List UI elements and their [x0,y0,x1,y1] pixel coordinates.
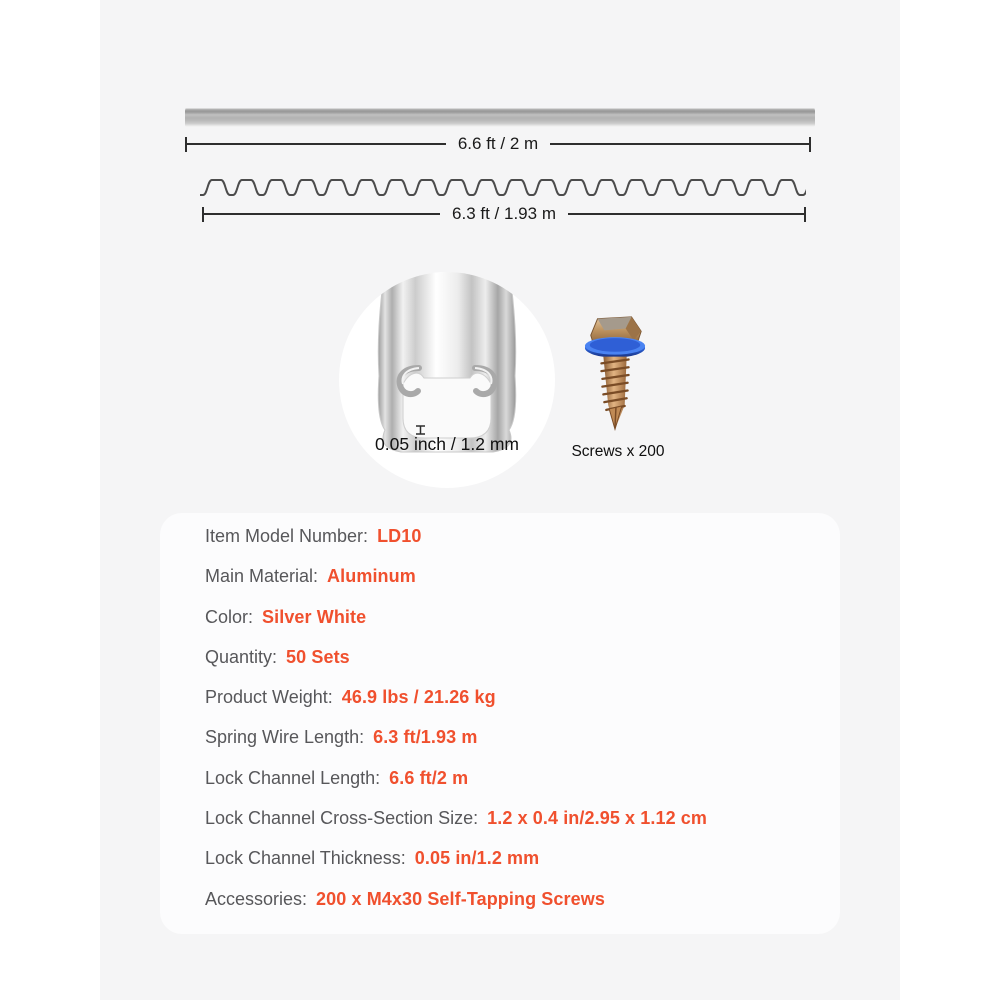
spec-label: Lock Channel Cross-Section Size: [205,808,479,829]
dimension-line [204,213,440,215]
spec-value: 1.2 x 0.4 in/2.95 x 1.12 cm [487,808,707,829]
spec-row-channel-length [205,768,810,808]
spec-label: Quantity: [205,646,278,667]
spec-label: Main Material: [205,566,319,587]
channel-cross-section-inset [339,272,555,488]
lock-channel-rail-image [185,108,815,127]
spec-value: 200 x M4x30 Self-Tapping Screws [316,888,605,909]
spec-row-accessories [205,889,810,929]
self-tapping-screw-icon [583,311,647,444]
spec-value: Silver White [262,606,367,627]
spec-label: Product Weight: [205,687,333,708]
dimension-tick-right [809,137,811,152]
dimension-line [187,143,446,145]
spec-value: LD10 [377,526,422,546]
spec-value: 46.9 lbs / 21.26 kg [341,687,496,708]
spec-label: Lock Channel Length: [205,767,381,788]
spec-row-weight [205,687,810,727]
spec-label: Item Model Number: [205,526,369,546]
spec-value: 6.3 ft/1.93 m [373,727,478,748]
spec-label: Color: [205,606,254,627]
spec-value: Aluminum [327,566,416,587]
spec-card [160,513,840,934]
cross-section-dimension-label: 0.05 inch / 1.2 mm [375,434,519,454]
wire-dimension-label: 6.3 ft / 1.93 m [452,204,556,223]
spec-value: 0.05 in/1.2 mm [414,848,540,869]
spec-value: 50 Sets [286,646,350,667]
channel-cross-section-icon [339,272,555,488]
screws-count-label: Screws x 200 [571,443,665,460]
spec-row-wire-length [205,727,810,767]
spec-row-color [205,607,810,647]
spec-row-cross-section [205,808,810,848]
spec-row-quantity [205,647,810,687]
dimension-tick-right [804,207,806,222]
spec-row-material [205,566,810,606]
rail-dimension [185,135,811,153]
wire-dimension [202,205,806,223]
spec-label: Spring Wire Length: [205,727,365,748]
spec-label: Lock Channel Thickness: [205,848,406,869]
spec-row-model [205,526,810,566]
spring-wire-wave-icon [200,175,806,200]
spec-row-thickness [205,848,810,888]
rail-dimension-label: 6.6 ft / 2 m [457,134,539,153]
dimension-line [550,143,809,145]
dimension-line [568,213,804,215]
spec-value: 6.6 ft/2 m [389,767,469,788]
spec-label: Accessories: [205,888,308,909]
